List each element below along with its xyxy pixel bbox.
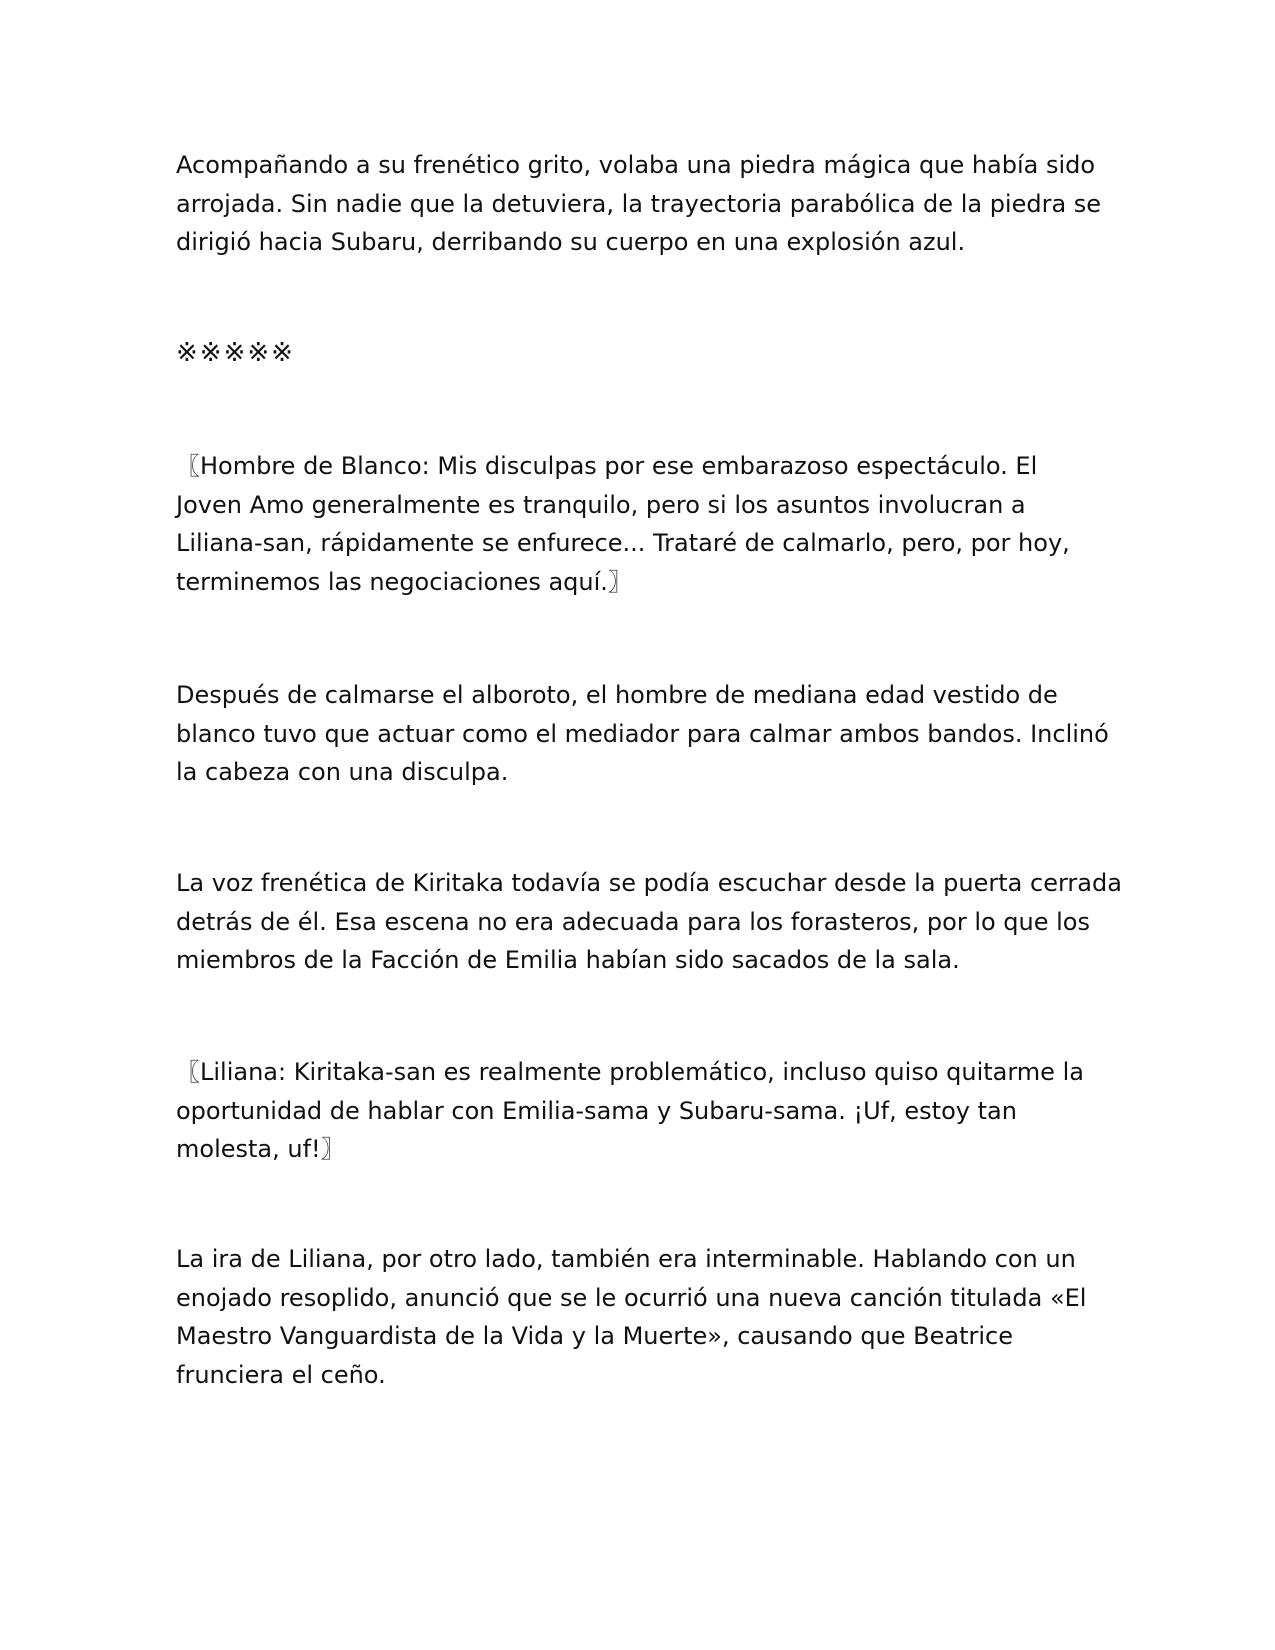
paragraph-kiritaka-voice <box>176 864 1122 980</box>
text-line: La ira de Liliana, por otro lado, también era interminable. Hablando con un <box>176 1245 1076 1273</box>
text-line: detrás de él. Esa escena no era adecuada para los forasteros, por lo que los <box>176 907 1090 936</box>
text-line: blanco tuvo que actuar como el mediador para calmar ambos bandos. Inclinó <box>176 719 1109 748</box>
text-line: 〖Liliana: Kiritaka-san es realmente problemático, incluso quiso quitarme la <box>176 1058 1084 1086</box>
text-line: 〖Hombre de Blanco: Mis disculpas por ese embarazoso espectáculo. El <box>176 452 1038 480</box>
scene-separator <box>176 334 1116 373</box>
text-line: Liliana-san, rápidamente se enfurece... Trataré de calmarlo, pero, por hoy, <box>176 529 1070 557</box>
paragraph-stone-thrown <box>176 146 1116 262</box>
text-line: Acompañando a su frenético grito, volaba una piedra mágica que había sido <box>176 151 1096 179</box>
dialogue-liliana <box>176 1053 1116 1169</box>
text-line: frunciera el ceño. <box>176 1360 386 1389</box>
text-line: dirigió hacia Subaru, derribando su cuerpo en una explosión azul. <box>176 228 966 256</box>
text-line: La voz frenética de Kiritaka todavía se podía escuchar desde la puerta cerrada <box>176 869 1122 897</box>
dialogue-man-in-white <box>176 447 1116 601</box>
text-line: oportunidad de hablar con Emilia-sama y Subaru-sama. ¡Uf, estoy tan <box>176 1096 1017 1125</box>
text-line: molesta, uf!〗 <box>176 1135 345 1163</box>
text-line: arrojada. Sin nadie que la detuviera, la trayectoria parabólica de la piedra se <box>176 189 1102 218</box>
separator-marks: ※※※※※ <box>176 338 295 368</box>
paragraph-mediator-apology <box>176 676 1116 792</box>
text-line: enojado resoplido, anunció que se le ocurrió una nueva canción titulada «El <box>176 1283 1087 1312</box>
text-line: Maestro Vanguardista de la Vida y la Muerte», causando que Beatrice <box>176 1322 1013 1350</box>
text-line: terminemos las negociaciones aquí.〗 <box>176 567 632 596</box>
text-line: miembros de la Facción de Emilia habían sido sacados de la sala. <box>176 946 960 974</box>
text-line: Joven Amo generalmente es tranquilo, pero si los asuntos involucran a <box>176 490 1026 519</box>
paragraph-liliana-anger <box>176 1240 1116 1394</box>
text-line: la cabeza con una disculpa. <box>176 758 509 786</box>
text-line: Después de calmarse el alboroto, el hombre de mediana edad vestido de <box>176 681 1058 709</box>
